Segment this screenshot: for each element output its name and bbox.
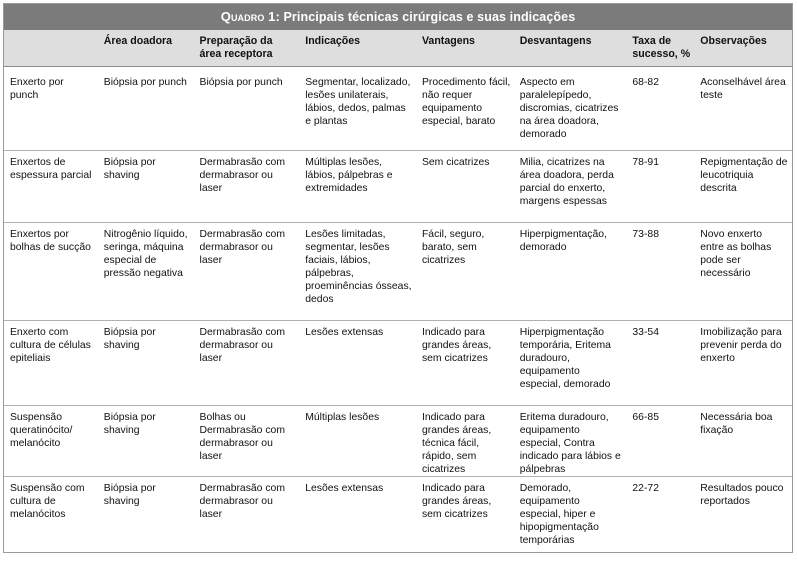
table-header-row [4,30,792,67]
table-cell: Imobilização para prevenir perda do enxerto [700,327,782,364]
header-cell: Área doadora [103,35,173,47]
table-cell: 22-72 [632,483,659,494]
header-cell: Taxa de sucesso, % [632,35,691,60]
header-cell: Desvantagens [519,35,592,47]
header-cell: Observações [700,35,767,47]
table-cell: Milia, cicatrizes na área doadora, perda parcial do enxerto, margens espessas [519,157,614,207]
table-cell: Demorado, equipamento especial, hiper e hipopigmentação temporárias [519,483,599,546]
table-cell: Biópsia por shaving [103,157,156,181]
table-cell: Repigmentação de leucotriquia descrita [700,157,788,194]
table-cell: Procedimento fácil, não requer equipamento especial, barato [421,77,511,127]
table-row [4,406,792,477]
table-cell: Indicado para grandes áreas, sem cicatrizes [421,327,492,364]
table-cell: Novo enxerto entre as bolhas pode ser necessário [700,229,772,279]
table-cell: Suspensão queratinócito/ melanócito [10,412,73,449]
table-cell: Biópsia por punch [103,77,187,88]
table-cell: Necessária boa fixação [700,412,773,436]
header-cell [4,30,99,66]
header-cell: Indicações [305,35,361,47]
table-cell: 66-85 [632,412,659,423]
table-cell: Biópsia por shaving [103,483,156,507]
table-row [4,321,792,406]
table-body [4,67,792,563]
table-title [4,4,792,30]
header-cell: Vantagens [421,35,475,47]
table-cell: Aconselhável área teste [700,77,786,101]
header-cell: Preparação da área receptora [199,35,273,60]
table-cell: Dermabrasão com dermabrasor ou laser [199,157,285,194]
table-cell: Resultados pouco reportados [700,483,784,507]
table-cell: Suspensão com cultura de melanócitos [10,483,85,520]
table-cell: Enxerto por punch [10,77,64,101]
table-cell: Aspecto em paralelepípedo, discromias, cicatrizes na área doadora, demorado [519,77,619,140]
table-title-text: Principais técnicas cirúrgicas e suas indicações [283,10,576,24]
table-cell: Lesões extensas [305,483,384,494]
table-cell: 33-54 [632,327,659,338]
table-cell: Enxerto com cultura de células epiteliais [10,327,91,364]
table-cell: Nitrogênio líquido, seringa, máquina especial de pressão negativa [103,229,188,279]
table-cell: Lesões extensas [305,327,384,338]
table-cell: Dermabrasão com dermabrasor ou laser [199,229,285,266]
table-row [4,151,792,223]
table-cell: Indicado para grandes áreas, sem cicatrizes [421,483,492,520]
table-cell: Indicado para grandes áreas, técnica fácil, rápido, sem cicatrizes [421,412,492,475]
table-cell: Dermabrasão com dermabrasor ou laser [199,483,285,520]
table-cell: Fácil, seguro, barato, sem cicatrizes [421,229,485,266]
table-cell: Hiperpigmentação, demorado [519,229,607,253]
table-cell: Bolhas ou Dermabrasão com dermabrasor ou laser [199,412,285,462]
table-cell: Múltiplas lesões, lábios, pálpebras e extremidades [305,157,393,194]
table-row [4,71,792,151]
table-cell: Dermabrasão com dermabrasor ou laser [199,327,285,364]
table-row [4,223,792,321]
table-cell: Eritema duradouro, equipamento especial, Contra indicado para lábios e pálpebras [519,412,621,475]
table-cell: Múltiplas lesões [305,412,380,423]
table-cell: 73-88 [632,229,659,240]
table-cell: Lesões limitadas, segmentar, lesões faciais, lábios, pálpebras, proeminências ósseas, dedos [305,229,412,305]
table-cell: Biópsia por shaving [103,327,156,351]
table-cell: 78-91 [632,157,659,168]
table-cell: Enxertos de espessura parcial [10,157,92,181]
table-frame [3,3,793,553]
table-row [4,477,792,563]
table-cell: Sem cicatrizes [421,157,490,168]
table-cell: Enxertos por bolhas de sucção [10,229,91,253]
table-cell: Biópsia por shaving [103,412,156,436]
table-cell: Biópsia por punch [199,77,283,88]
table-cell: Segmentar, localizado, lesões unilaterais, lábios, dedos, palmas e plantas [305,77,411,127]
table-cell: 68-82 [632,77,659,88]
table-cell: Hiperpigmentação temporária, Eritema duradouro, equipamento especial, demorado [519,327,611,390]
table-label: Quadro 1: [220,9,280,24]
